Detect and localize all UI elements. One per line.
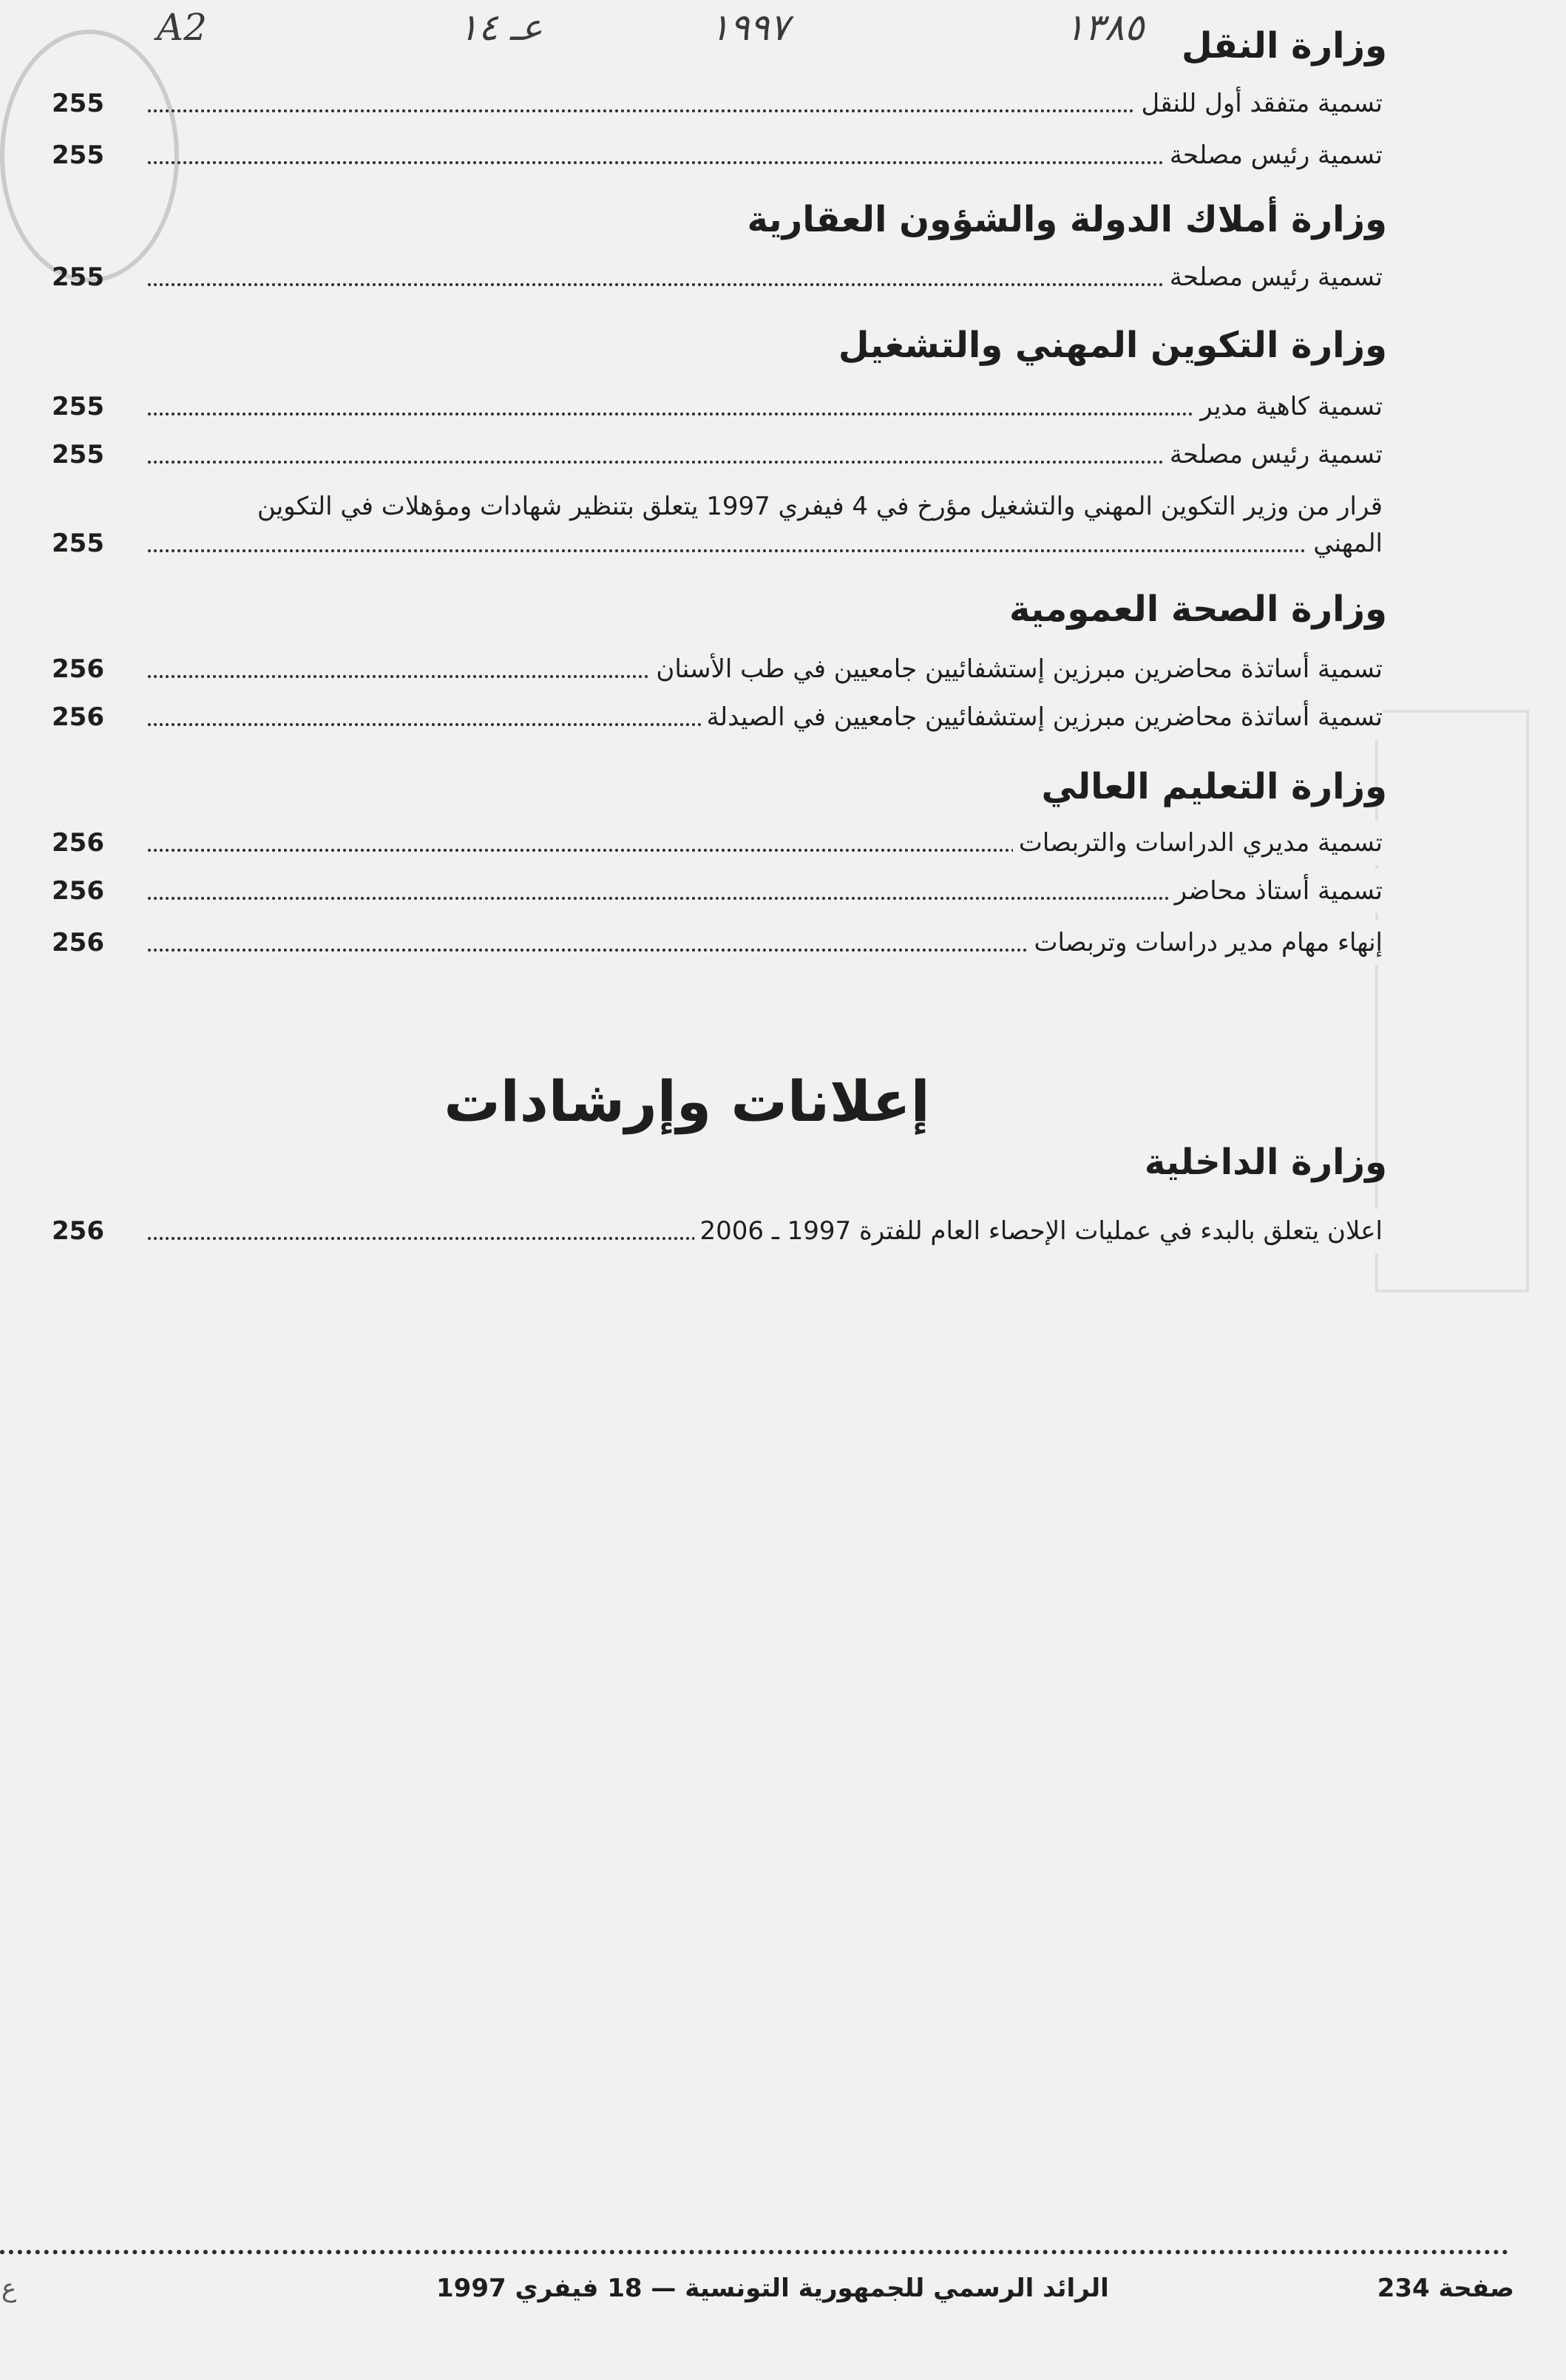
toc-page-number: 255 <box>52 140 104 170</box>
toc-entry-text: تسمية كاهية مدير <box>1194 384 1383 429</box>
toc-row[interactable] <box>52 133 1383 177</box>
toc-page-number: 255 <box>52 529 104 558</box>
handwritten-note-right: ١٣٨٥ <box>1065 6 1145 49</box>
toc-row[interactable] <box>52 521 1383 566</box>
toc-entry-text: تسمية رئيس مصلحة <box>1164 433 1383 477</box>
toc-entry-text: تسمية أساتذة محاضرين مبرزين إستشفائيين جامعيين في الصيدلة <box>701 695 1383 739</box>
toc-row[interactable] <box>52 647 1383 691</box>
section-heading-vocational-training: وزارة التكوين المهني والتشغيل <box>838 325 1387 366</box>
handwritten-note-mid-1: عـ ١٤ <box>458 6 543 49</box>
toc-row[interactable] <box>52 433 1383 477</box>
footer-journal-title: الرائد الرسمي للجمهورية التونسية — 18 فيفري 1997 <box>436 2274 1109 2303</box>
toc-page-number: 255 <box>52 262 104 292</box>
toc-row[interactable] <box>52 384 1383 429</box>
faint-showthrough-box <box>1375 710 1529 1292</box>
toc-entry-text: إنهاء مهام مدير دراسات وتربصات <box>1028 921 1383 965</box>
toc-entry-text: تسمية متفقد أول للنقل <box>1136 81 1383 126</box>
toc-row[interactable] <box>52 821 1383 865</box>
toc-entry-text-line1: قرار من وزير التكوين المهني والتشغيل مؤرخ في 4 فيفري 1997 يتعلق بتنظير شهادات ومؤهلات في التكوين <box>257 492 1383 521</box>
toc-row[interactable] <box>52 869 1383 913</box>
toc-entry-text: تسمية رئيس مصلحة <box>1164 133 1383 177</box>
toc-row[interactable] <box>52 695 1383 739</box>
footer-edge-char: ع <box>1 2274 17 2303</box>
toc-row[interactable] <box>52 1209 1383 1253</box>
section-heading-interior: وزارة الداخلية <box>1144 1142 1387 1183</box>
announcements-title: إعلانات وإرشادات <box>444 1068 930 1134</box>
toc-page-number: 256 <box>52 702 104 732</box>
toc-page-number: 256 <box>52 654 104 684</box>
toc-entry-text: تسمية أساتذة محاضرين مبرزين إستشفائيين جامعيين في طب الأسنان <box>650 647 1383 691</box>
dot-leader <box>148 549 1383 552</box>
toc-entry-text: تسمية أستاذ محاضر <box>1169 869 1383 913</box>
toc-page-number: 255 <box>52 440 104 469</box>
section-heading-higher-education: وزارة التعليم العالي <box>1041 766 1387 807</box>
footer-page-label: صفحة 234 <box>1377 2274 1514 2303</box>
toc-page-number: 256 <box>52 828 104 858</box>
section-heading-transport: وزارة النقل <box>1181 25 1387 67</box>
toc-row[interactable] <box>52 255 1383 299</box>
toc-row[interactable] <box>52 921 1383 965</box>
toc-page-number: 256 <box>52 928 104 957</box>
handwritten-note-mid-2: ١٩٩٧ <box>710 6 790 49</box>
section-heading-state-property: وزارة أملاك الدولة والشؤون العقارية <box>747 199 1387 240</box>
toc-page-number: 256 <box>52 1216 104 1246</box>
toc-page-number: 255 <box>52 89 104 118</box>
handwritten-note-left: A2 <box>157 6 207 49</box>
section-heading-public-health: وزارة الصحة العمومية <box>1009 589 1387 630</box>
toc-entry-text: تسمية مديري الدراسات والتربصات <box>1013 821 1383 865</box>
toc-entry-text: اعلان يتعلق بالبدء في عمليات الإحصاء العام للفترة 1997 ـ 2006 <box>694 1209 1383 1253</box>
footer-divider <box>0 2250 1508 2254</box>
toc-page-number: 256 <box>52 876 104 906</box>
toc-row[interactable] <box>52 81 1383 126</box>
toc-entry-text: المهني <box>1307 521 1383 566</box>
toc-entry-text: تسمية رئيس مصلحة <box>1164 255 1383 299</box>
toc-page-number: 255 <box>52 392 104 421</box>
